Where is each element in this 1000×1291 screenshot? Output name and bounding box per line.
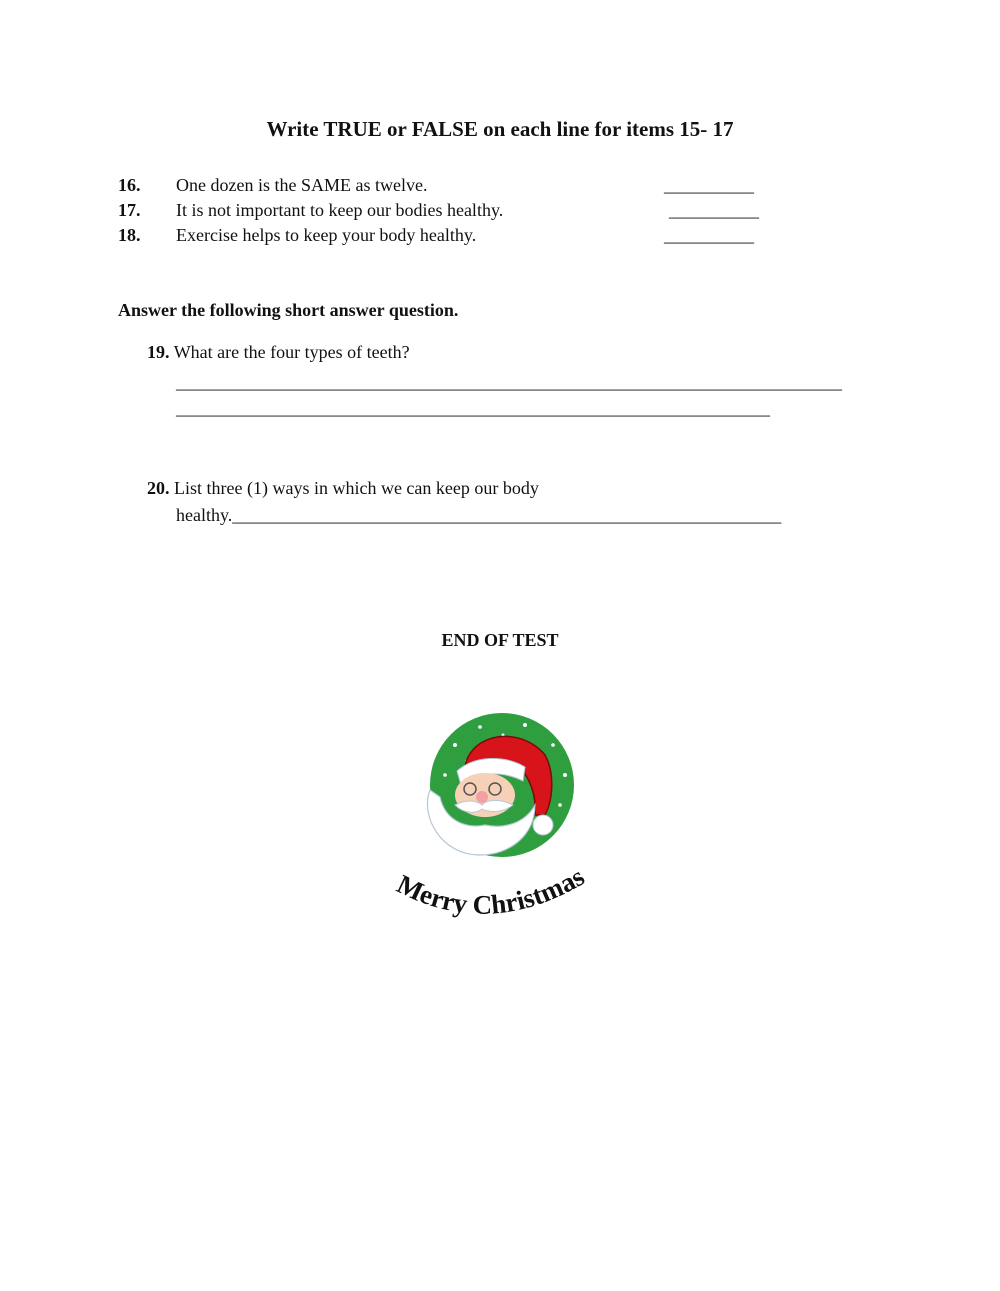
question-20 xyxy=(147,478,539,499)
item-number: 18. xyxy=(118,225,141,245)
question-number: 20. xyxy=(147,478,170,498)
santa-clipart xyxy=(385,705,625,945)
question-19 xyxy=(147,342,410,363)
answer-line-20[interactable]: healthy._____________________________________________________________ xyxy=(176,505,782,525)
question-text: List three (1) ways in which we can keep our body xyxy=(174,478,539,498)
short-answer-heading: Answer the following short answer question. xyxy=(118,300,459,320)
merry-christmas-text: Merry Christmas xyxy=(392,861,590,920)
answer-line-19a[interactable]: __________________________________________________________________________ xyxy=(176,372,842,392)
worksheet-title: Write TRUE or FALSE on each line for items 15- 17 xyxy=(266,117,734,141)
answer-blank[interactable]: __________ xyxy=(664,175,754,195)
item-number: 16. xyxy=(118,175,141,195)
item-text: Exercise helps to keep your body healthy. xyxy=(176,225,477,245)
true-false-item-18 xyxy=(118,225,818,249)
question-number: 19. xyxy=(147,342,170,362)
item-number: 17. xyxy=(118,200,141,220)
question-text: What are the four types of teeth? xyxy=(173,342,410,362)
answer-blank[interactable]: __________ xyxy=(669,200,759,220)
end-of-test: END OF TEST xyxy=(441,630,559,650)
hat-pompom xyxy=(533,815,553,835)
item-text: It is not important to keep our bodies healthy. xyxy=(176,200,504,220)
true-false-item-16 xyxy=(118,175,818,199)
answer-line-19b[interactable]: __________________________________________________________________ xyxy=(176,398,770,418)
true-false-item-17 xyxy=(118,200,818,224)
answer-blank[interactable]: __________ xyxy=(664,225,754,245)
item-text: One dozen is the SAME as twelve. xyxy=(176,175,428,195)
santa-nose xyxy=(476,791,488,803)
